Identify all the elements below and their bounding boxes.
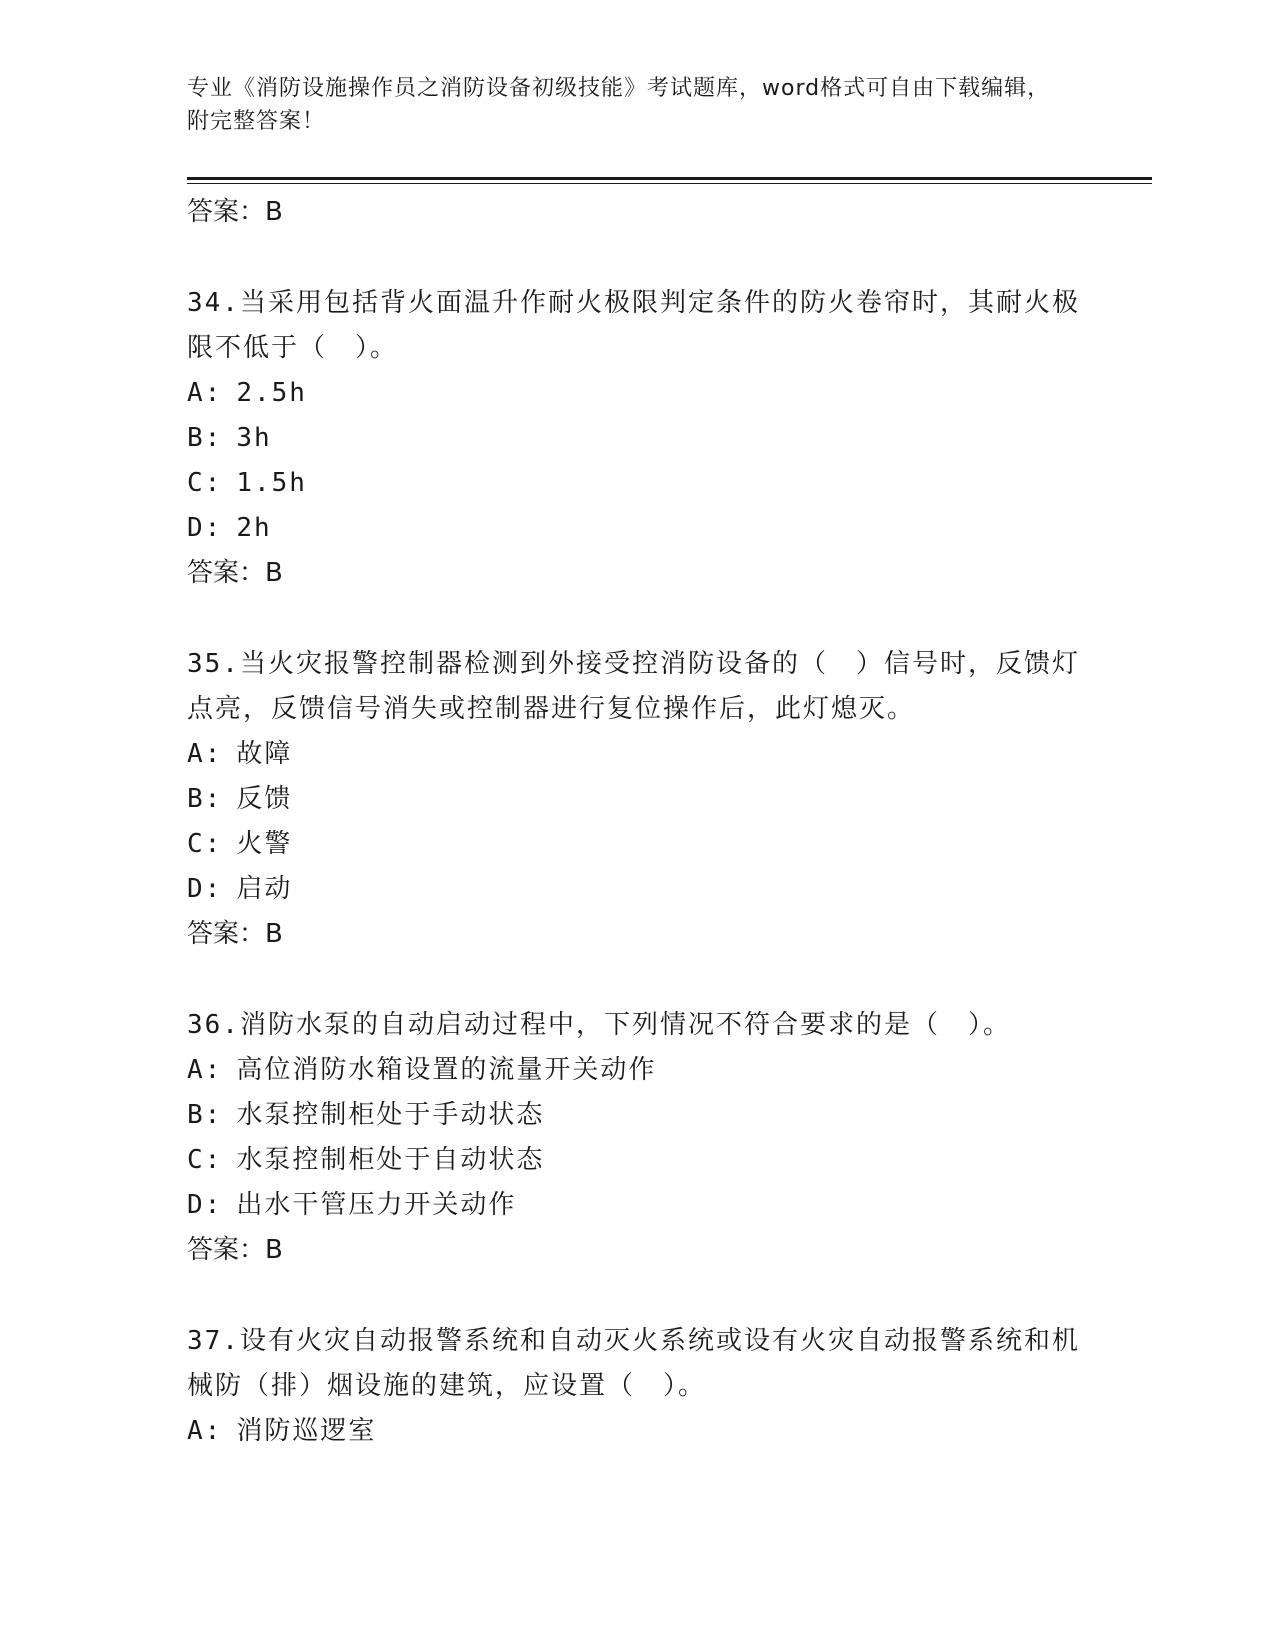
- answer-line: 答案：B: [187, 919, 283, 949]
- option-key: D:: [187, 513, 223, 543]
- option-key: C:: [187, 829, 223, 859]
- question-stem: 34.当采用包括背火面温升作耐火极限判定条件的防火卷帘时，其耐火极限不低于（ ）。: [187, 288, 1080, 363]
- option-c: [187, 822, 1087, 867]
- option-key: B:: [187, 1100, 223, 1130]
- option-c: [187, 1138, 1087, 1183]
- option-c: [187, 461, 1087, 506]
- option-text: 1.5h: [236, 468, 307, 498]
- option-text: 故障: [236, 739, 293, 769]
- question-block: [187, 281, 1087, 596]
- option-text: 反馈: [236, 784, 293, 814]
- question-block: [187, 1003, 1087, 1273]
- option-text: 水泵控制柜处于自动状态: [236, 1145, 545, 1175]
- option-text: 消防巡逻室: [236, 1416, 377, 1446]
- option-text: 启动: [236, 874, 293, 904]
- option-key: C:: [187, 1145, 223, 1175]
- answer-line: 答案：B: [187, 558, 283, 588]
- option-a: [187, 1048, 1087, 1093]
- answer-line: 答案：B: [187, 197, 283, 227]
- header-divider-thin: [187, 183, 1152, 184]
- option-key: A:: [187, 1055, 223, 1085]
- option-d: [187, 1183, 1087, 1228]
- question-stem: 36.消防水泵的自动启动过程中，下列情况不符合要求的是（ ）。: [187, 1010, 1011, 1040]
- option-text: 高位消防水箱设置的流量开关动作: [236, 1055, 657, 1085]
- option-d: [187, 867, 1087, 912]
- option-key: D:: [187, 1190, 223, 1220]
- option-key: A:: [187, 1416, 223, 1446]
- question-stem: 35.当火灾报警控制器检测到外接受控消防设备的（ ）信号时，反馈灯点亮，反馈信号消失或控制器进行复位操作后，此灯熄灭。: [187, 649, 1080, 724]
- option-text: 火警: [236, 829, 293, 859]
- question-block: [187, 1319, 1087, 1454]
- option-key: C:: [187, 468, 223, 498]
- option-key: D:: [187, 874, 223, 904]
- option-key: A:: [187, 739, 223, 769]
- option-text: 3h: [236, 423, 272, 453]
- option-d: [187, 506, 1087, 551]
- option-text: 2.5h: [236, 378, 307, 408]
- answer-line: 答案：B: [187, 1235, 283, 1265]
- option-a: [187, 371, 1087, 416]
- option-key: A:: [187, 378, 223, 408]
- option-text: 出水干管压力开关动作: [236, 1190, 517, 1220]
- option-key: B:: [187, 784, 223, 814]
- option-key: B:: [187, 423, 223, 453]
- option-a: [187, 1409, 1087, 1454]
- question-stem: 37.设有火灾自动报警系统和自动灭火系统或设有火灾自动报警系统和机械防（排）烟设施的建筑，应设置（ ）。: [187, 1326, 1080, 1401]
- option-b: [187, 416, 1087, 461]
- option-a: [187, 732, 1087, 777]
- option-b: [187, 1093, 1087, 1138]
- header-divider-thick: [187, 177, 1152, 180]
- option-b: [187, 777, 1087, 822]
- option-text: 2h: [236, 513, 272, 543]
- option-text: 水泵控制柜处于手动状态: [236, 1100, 545, 1130]
- page-header: 专业《消防设施操作员之消防设备初级技能》考试题库，word格式可自由下载编辑，附完整答案！: [187, 76, 1051, 134]
- question-block: [187, 642, 1087, 957]
- question-list: [187, 190, 1087, 1454]
